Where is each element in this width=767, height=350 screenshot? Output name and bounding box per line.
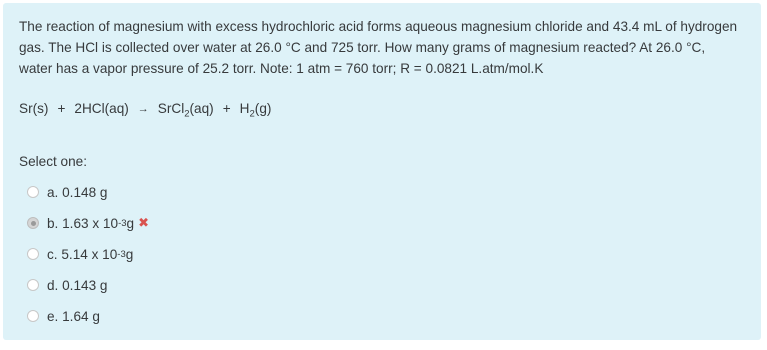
answer-letter: e. <box>47 308 59 324</box>
answer-exponent: -3 <box>118 217 127 229</box>
equation-plus: + <box>57 101 66 116</box>
radio-button-selected[interactable] <box>27 217 39 229</box>
answer-option-e[interactable] <box>19 301 745 332</box>
answer-option-c[interactable] <box>19 239 745 270</box>
radio-button[interactable] <box>27 279 39 291</box>
answer-letter: a. <box>47 184 59 200</box>
select-one-prompt: Select one: <box>19 153 88 169</box>
question-text: The reaction of magnesium with excess hydrochloric acid forms aqueous magnesium chloride and 43.4 mL of hydrogen gas. The HCl is collected over water at 26.0 °C and 725 torr. How many grams of magnesium reacted? At 26.0 °C, water has a vapor pressure of 25.2 torr. Note: 1 atm = 760 torr; R = 0.0821 L.atm/mol.K <box>19 19 738 76</box>
question-panel <box>3 3 761 340</box>
radio-button[interactable] <box>27 248 39 260</box>
answer-value: 5.14 x 10 <box>61 246 118 262</box>
answer-value: 1.63 x 10 <box>62 215 119 231</box>
h2-state: (g) <box>254 101 272 116</box>
answer-option-a[interactable] <box>19 177 745 208</box>
radio-button[interactable] <box>27 310 39 322</box>
srcl2-subscript: 2 <box>184 108 190 120</box>
equation-plus: + <box>222 101 231 116</box>
answer-unit: g <box>125 246 134 262</box>
answer-value: 0.148 g <box>62 184 108 200</box>
answer-option-b[interactable] <box>19 208 745 239</box>
radio-button[interactable] <box>27 186 39 198</box>
answer-exponent: -3 <box>117 248 126 260</box>
answer-value: 1.64 g <box>62 308 100 324</box>
h2-base: H <box>239 101 250 116</box>
h2-subscript: 2 <box>249 108 255 120</box>
srcl2-state: (aq) <box>189 101 214 116</box>
answer-unit: g <box>126 215 135 231</box>
answer-list <box>19 177 745 332</box>
answer-option-d[interactable] <box>19 270 745 301</box>
equation-reactant-sr: Sr(s) <box>19 101 49 116</box>
answer-letter: d. <box>47 277 59 293</box>
equation-reactant-hcl: 2HCl(aq) <box>74 101 129 116</box>
answer-letter: b. <box>47 215 59 231</box>
equation-product-srcl2 <box>158 99 214 125</box>
answer-value: 0.143 g <box>62 277 108 293</box>
equation-arrow: → <box>137 103 149 115</box>
equation-product-h2 <box>240 99 272 125</box>
answer-letter: c. <box>47 246 58 262</box>
srcl2-base: SrCl <box>157 101 185 116</box>
chemical-equation <box>19 99 745 125</box>
incorrect-icon: ✖ <box>138 215 149 231</box>
